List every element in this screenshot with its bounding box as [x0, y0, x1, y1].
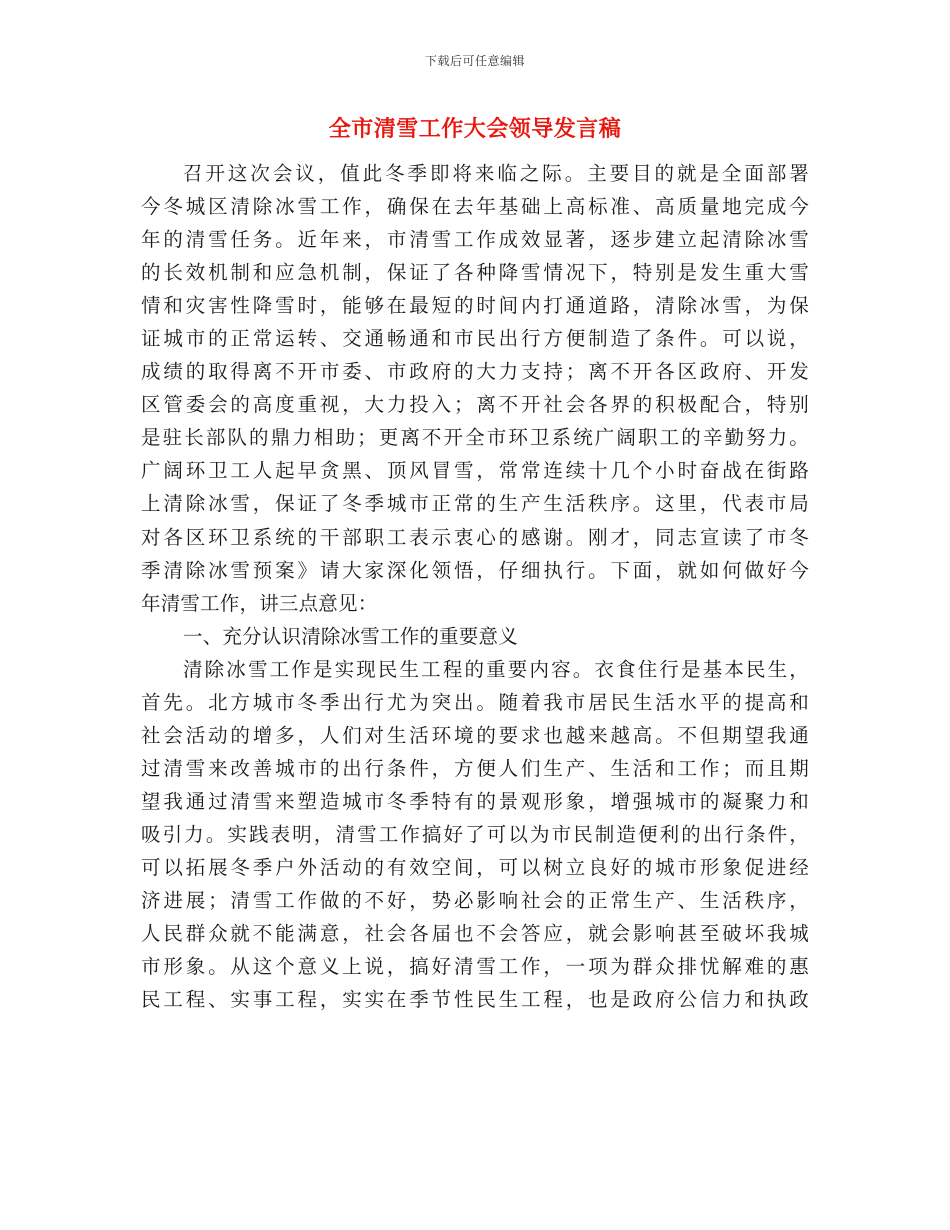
paragraph-line: 召开这次会议，值此冬季即将来临之际。主要目的就是全面部署: [183, 162, 809, 185]
paragraph-line: 今冬城区清除冰雪工作，确保在去年基础上高标准、高质量地完成今: [141, 195, 809, 219]
paragraph-line: 是驻长部队的鼎力相助；更离不开全市环卫系统广阔职工的辛勤努力。: [141, 426, 809, 450]
paragraph-line: 民工程、实事工程，实实在季节性民生工程，也是政府公信力和执政: [141, 988, 809, 1012]
paragraph-line: 成绩的取得离不开市委、市政府的大力支持；离不开各区政府、开发: [141, 360, 809, 384]
paragraph-line: 季清除冰雪预案》请大家深化领悟，仔细执行。下面，就如何做好今: [141, 558, 809, 582]
paragraph-line: 人民群众就不能满意，社会各届也不会答应，就会影响甚至破坏我城: [141, 922, 809, 946]
paragraph-line: 证城市的正常运转、交通畅通和市民出行方便制造了条件。可以说，: [141, 327, 809, 351]
paragraph-line: 区管委会的高度重视，大力投入；离不开社会各界的积极配合，特别: [141, 393, 809, 417]
section-heading: 一、充分认识清除冰雪工作的重要意义: [183, 624, 518, 648]
paragraph-line: 过清雪来改善城市的出行条件，方便人们生产、生活和工作；而且期: [141, 756, 809, 780]
document-body: [141, 157, 809, 1016]
paragraph-line: 清除冰雪工作是实现民生工程的重要内容。衣食住行是基本民生，: [183, 657, 809, 681]
paragraph-line: 上清除冰雪，保证了冬季城市正常的生产生活秩序。这里，代表市局: [141, 492, 809, 516]
paragraph-line: 年的清雪任务。近年来，市清雪工作成效显著，逐步建立起清除冰雪: [141, 228, 809, 252]
paragraph-line: 广阔环卫工人起早贪黑、顶风冒雪，常常连续十几个小时奋战在街路: [141, 459, 809, 483]
paragraph-line: 首先。北方城市冬季出行尤为突出。随着我市居民生活水平的提高和: [141, 690, 809, 714]
paragraph-line: 望我通过清雪来塑造城市冬季特有的景观形象，增强城市的凝聚力和: [141, 789, 809, 813]
paragraph-line: 的长效机制和应急机制，保证了各种降雪情况下，特别是发生重大雪: [141, 261, 809, 285]
document-title: 全市清雪工作大会领导发言稿: [328, 116, 622, 142]
paragraph-line: 济进展；清雪工作做的不好，势必影响社会的正常生产、生活秩序，: [141, 889, 809, 913]
header-note: 下载后可任意编辑: [424, 54, 525, 68]
paragraph-line: 社会活动的增多，人们对生活环境的要求也越来越高。不但期望我通: [141, 723, 809, 747]
paragraph-line: 市形象。从这个意义上说，搞好清雪工作，一项为群众排忧解难的惠: [141, 955, 809, 979]
paragraph-line: 年清雪工作，讲三点意见：: [141, 591, 378, 615]
paragraph-line: 情和灾害性降雪时，能够在最短的时间内打通道路，清除冰雪，为保: [141, 294, 809, 318]
paragraph-line: 可以拓展冬季户外活动的有效空间，可以树立良好的城市形象促进经: [141, 855, 809, 879]
paragraph-line: 对各区环卫系统的干部职工表示衷心的感谢。刚才，同志宣读了市冬: [141, 525, 809, 549]
paragraph-line: 吸引力。实践表明，清雪工作搞好了可以为市民制造便利的出行条件，: [141, 822, 809, 846]
